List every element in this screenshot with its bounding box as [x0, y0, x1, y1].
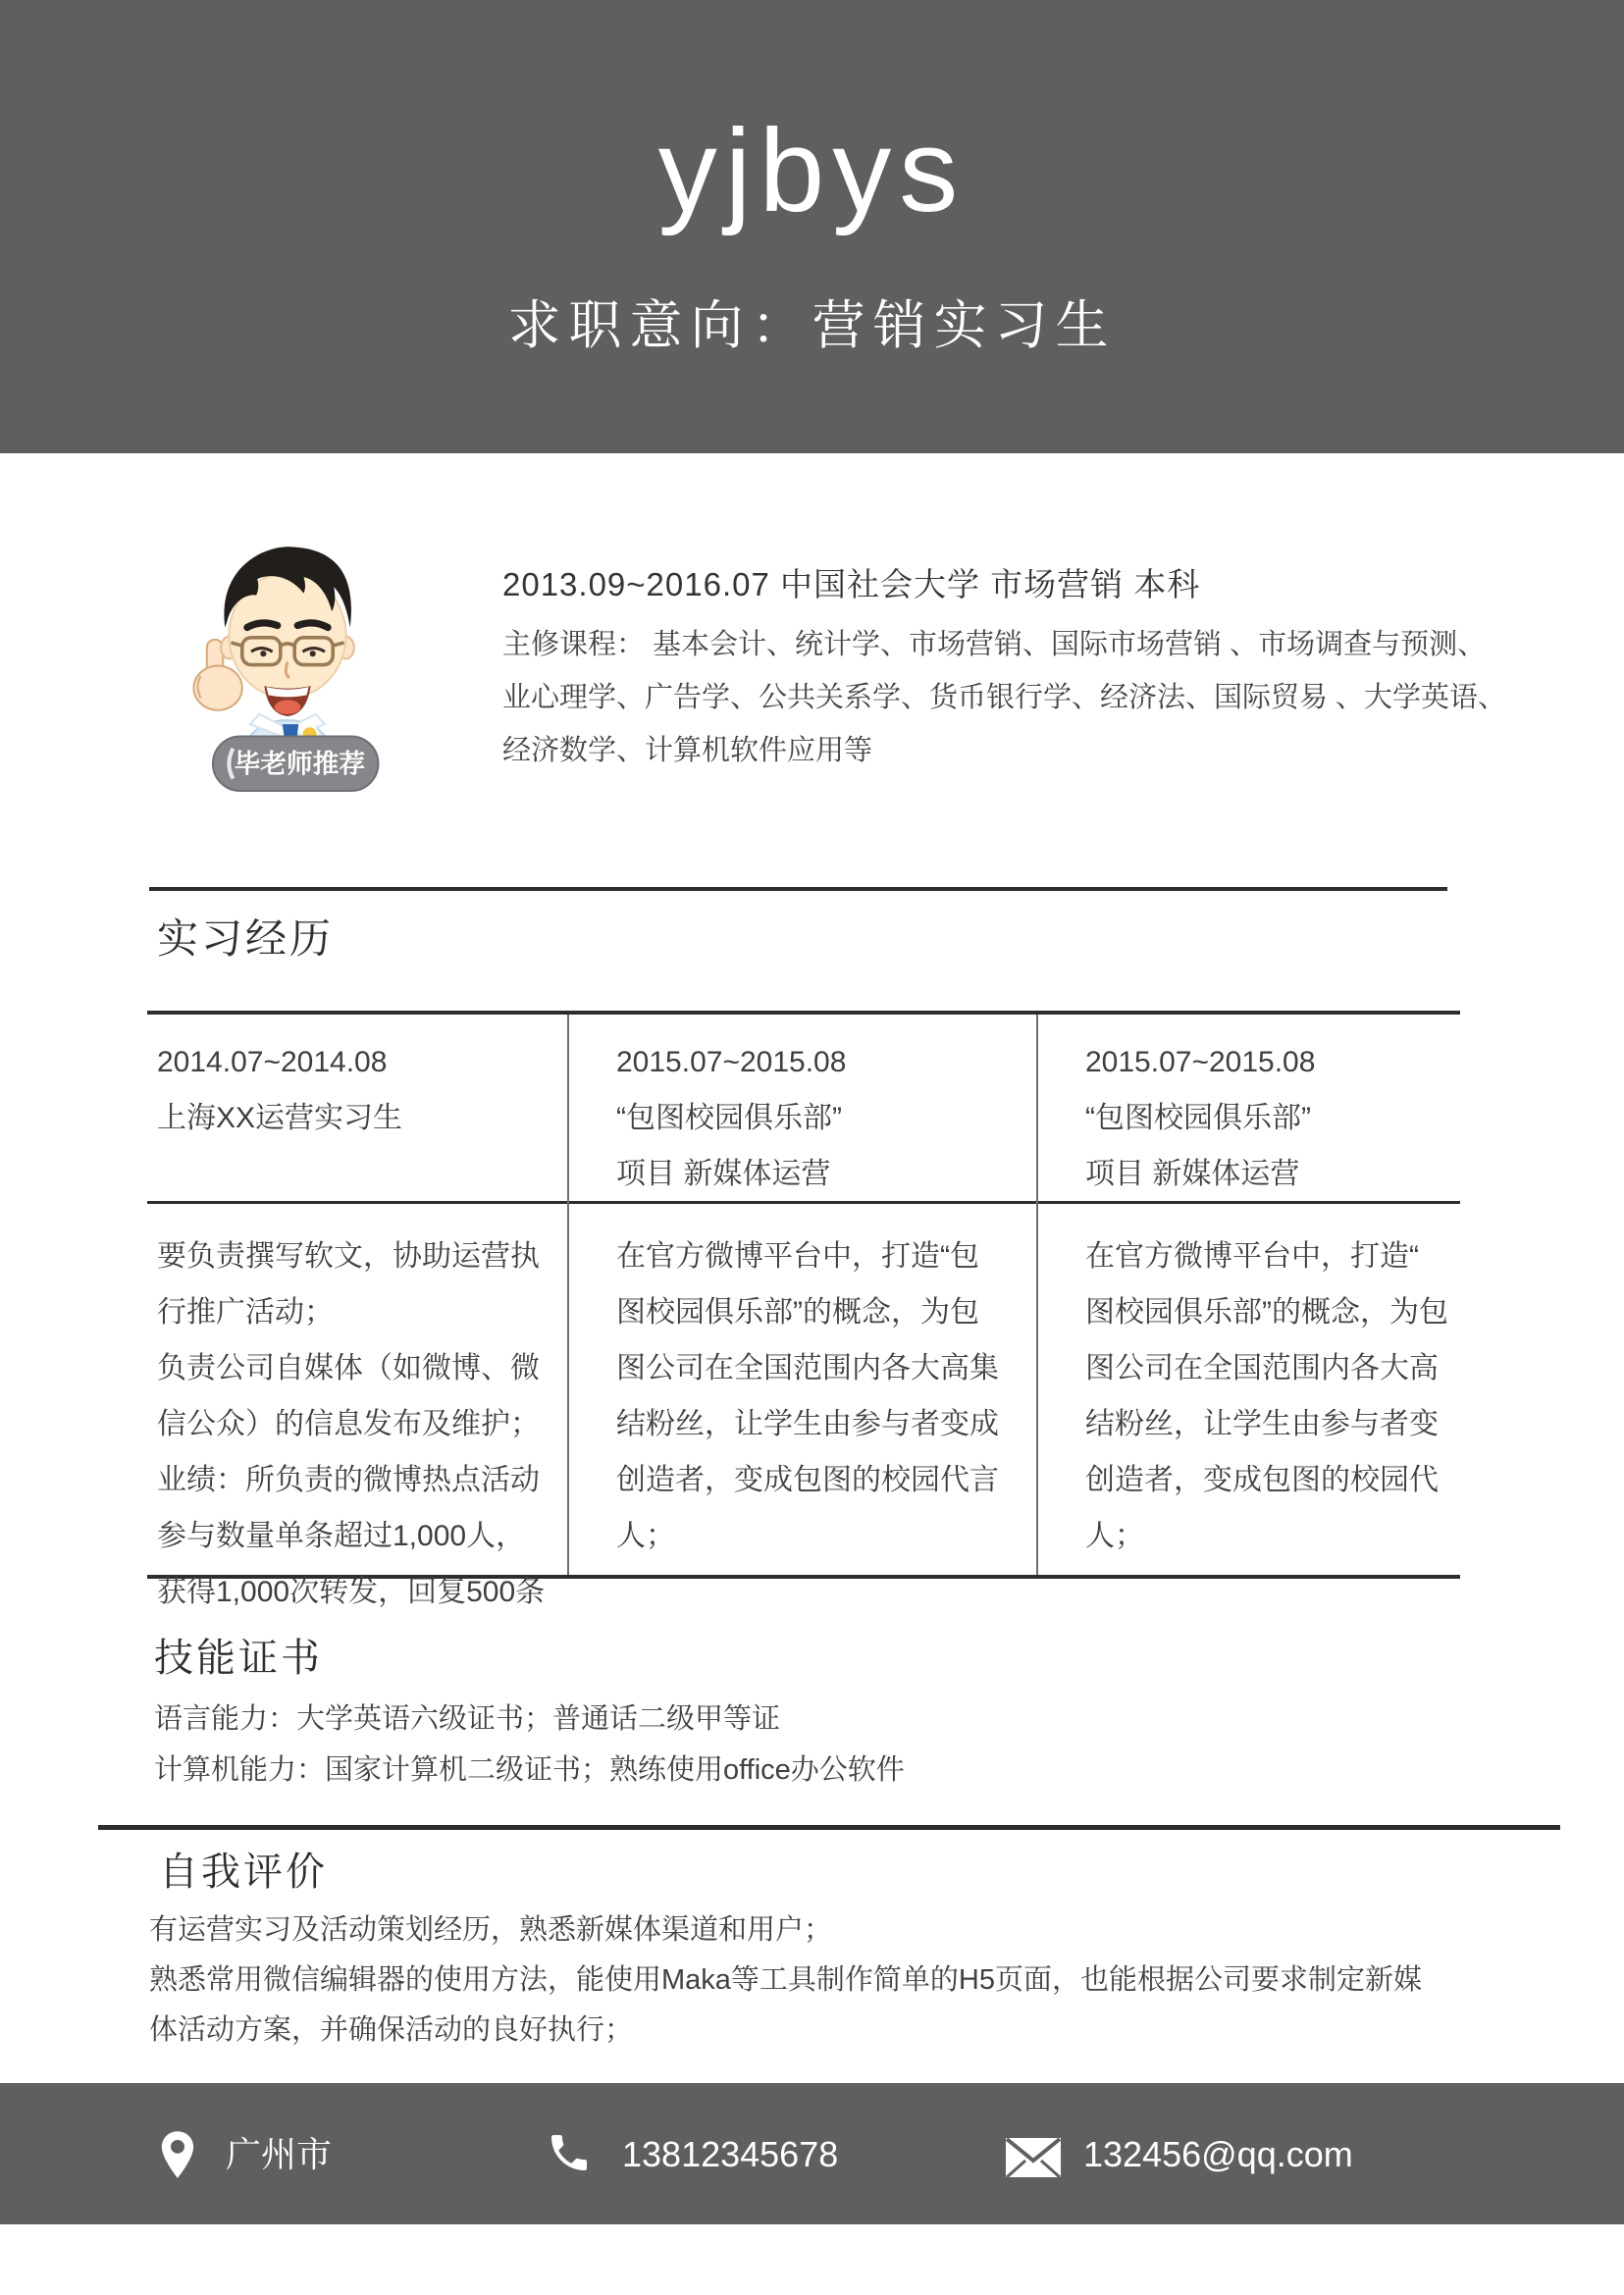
internship-project: 项目 新媒体运营: [616, 1158, 831, 1190]
footer-phone: 13812345678: [622, 2134, 839, 2174]
detail-line: 信公众）的信息发布及维护；: [157, 1408, 540, 1440]
detail-line: 获得1,000次转发，回复500条: [157, 1576, 546, 1608]
internship-period: 2015.07~2015.08: [616, 1046, 847, 1078]
job-objective-title: 求职意向：营销实习生: [507, 296, 1117, 355]
detail-line: 行推广活动；: [157, 1296, 334, 1329]
internship-period: 2014.07~2014.08: [157, 1046, 388, 1078]
location-pin-icon: [159, 2129, 196, 2185]
self-evaluation-text: [149, 1905, 1422, 2056]
table-header-cell: [616, 1034, 846, 1202]
internship-role: 上海XX运营实习生: [157, 1102, 403, 1134]
recommend-badge-label: 毕老师推荐: [234, 749, 366, 779]
table-column-divider: [1036, 1015, 1038, 1575]
internship-detail-cell: [616, 1228, 999, 1564]
internship-role: “包图校园俱乐部”: [616, 1102, 842, 1134]
detail-line: 结粉丝，让学生由参与者变: [1085, 1408, 1439, 1440]
site-logo: yjbys: [657, 105, 967, 236]
skills-list: [154, 1694, 905, 1796]
internship-table: [147, 1011, 1460, 1608]
internship-detail-cell: [157, 1228, 545, 1620]
education-course-line: 经济数学、计算机软件应用等: [502, 735, 873, 766]
avatar-illustration: [184, 535, 391, 792]
education-courses: [502, 618, 1506, 777]
detail-line: 参与数量单条超过1,000人，: [157, 1520, 526, 1552]
detail-line: 负责公司自媒体（如微博、微: [157, 1352, 540, 1384]
skills-line: 计算机能力：国家计算机二级证书；熟练使用office办公软件: [154, 1754, 905, 1786]
detail-line: 图公司在全国范围内各大高集: [616, 1352, 999, 1384]
detail-line: 图公司在全国范围内各大高: [1085, 1352, 1439, 1384]
detail-line: 在官方微博平台中，打造“: [1085, 1240, 1419, 1273]
self-evaluation-line: 有运营实习及活动策划经历，熟悉新媒体渠道和用户；: [149, 1914, 833, 1946]
internship-project: 项目 新媒体运营: [1085, 1158, 1300, 1190]
internship-section-title: 实习经历: [157, 915, 335, 962]
skills-section-title: 技能证书: [154, 1637, 323, 1680]
section-divider: [149, 887, 1447, 891]
detail-line: 图校园俱乐部”的概念，为包: [616, 1296, 979, 1329]
education-course-line: 主修课程： 基本会计、统计学、市场营销、国际市场营销 、市场调查与预测、: [502, 629, 1487, 660]
education-summary: 2013.09~2016.07 中国社会大学 市场营销 本科: [502, 566, 1201, 602]
detail-line: 业绩：所负责的微博热点活动: [157, 1464, 540, 1496]
section-divider: [98, 1825, 1560, 1830]
footer-location: 广州市: [226, 2134, 333, 2174]
table-header-cell: [1085, 1034, 1315, 1202]
detail-line: 人；: [616, 1520, 675, 1552]
self-evaluation-line: 体活动方案，并确保活动的良好执行；: [149, 2014, 634, 2046]
avatar: [184, 535, 391, 792]
skills-line: 语言能力：大学英语六级证书；普通话二级甲等证: [154, 1703, 781, 1735]
recommend-badge: [213, 736, 379, 790]
table-header-cell: [157, 1034, 402, 1146]
detail-line: 图校园俱乐部”的概念，为包: [1085, 1296, 1448, 1329]
detail-line: 在官方微博平台中，打造“包: [616, 1240, 979, 1273]
education-course-line: 业心理学、广告学、公共关系学、货币银行学、经济法、国际贸易 、大学英语、: [502, 682, 1507, 713]
internship-role: “包图校园俱乐部”: [1085, 1102, 1311, 1134]
email-envelope-icon: [1005, 2137, 1062, 2183]
header-band: [0, 0, 1624, 453]
self-evaluation-section-title: 自我评价: [159, 1851, 328, 1894]
detail-line: 人；: [1085, 1520, 1144, 1552]
table-column-divider: [567, 1015, 569, 1575]
internship-period: 2015.07~2015.08: [1085, 1046, 1316, 1078]
detail-line: 创造者，变成包图的校园代: [1085, 1464, 1439, 1496]
footer-email: 132456@qq.com: [1083, 2134, 1353, 2174]
internship-detail-cell: [1085, 1228, 1448, 1564]
detail-line: 结粉丝，让学生由参与者变成: [616, 1408, 999, 1440]
phone-icon: [546, 2129, 593, 2181]
self-evaluation-line: 熟悉常用微信编辑器的使用方法，能使用Maka等工具制作简单的H5页面，也能根据公司要求制定新媒: [149, 1964, 1422, 1996]
detail-line: 创造者，变成包图的校园代言: [616, 1464, 999, 1496]
detail-line: 要负责撰写软文，协助运营执: [157, 1240, 540, 1273]
